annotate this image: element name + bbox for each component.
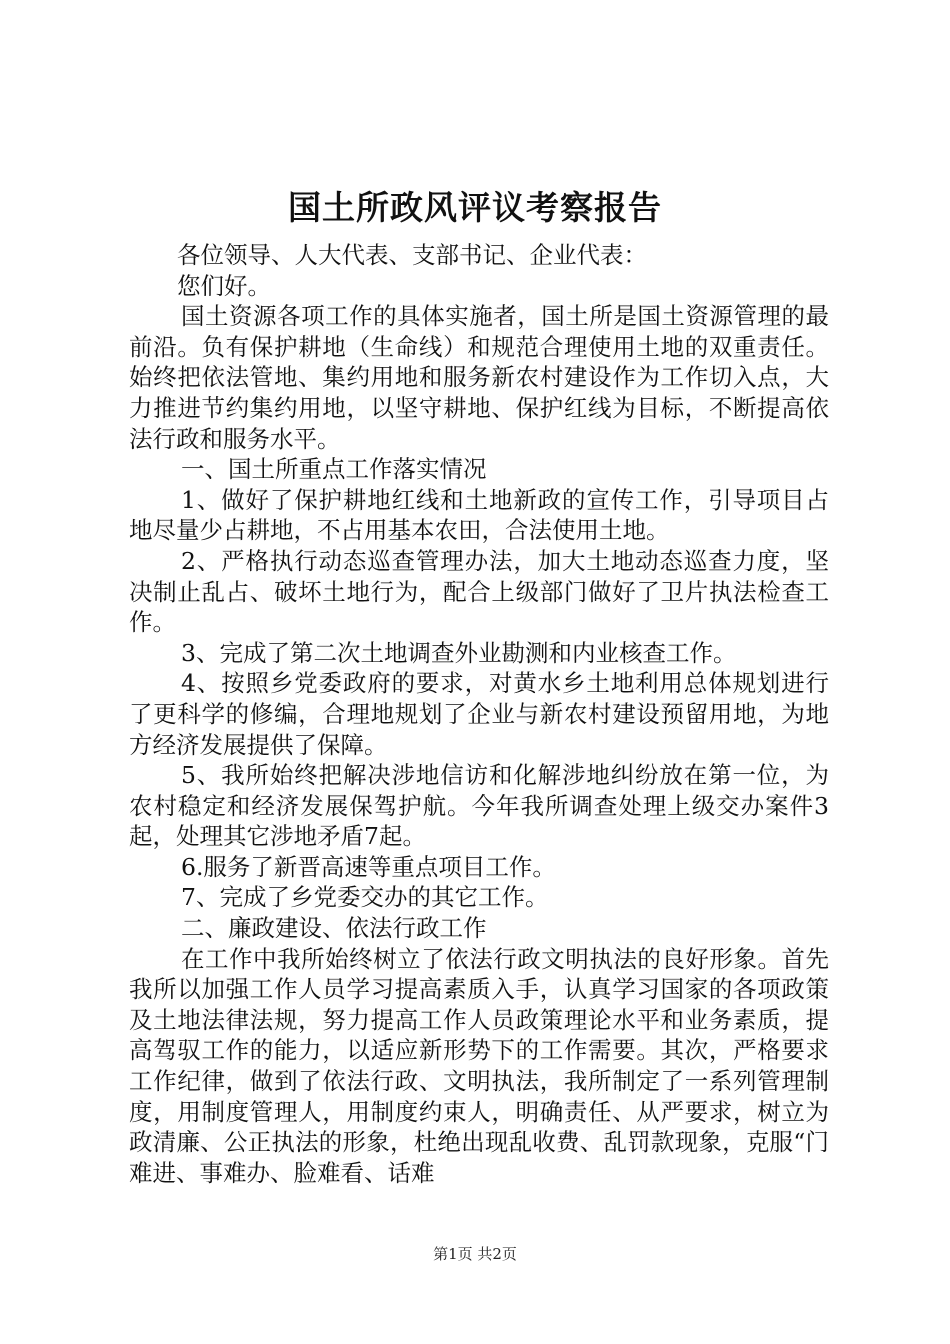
- list-item-5: 5、我所始终把解决涉地信访和化解涉地纠纷放在第一位，为农村稳定和经济发展保驾护航。今年我所调查处理上级交办案件3起，处理其它涉地矛盾7起。: [129, 761, 829, 851]
- integrity-paragraph: 在工作中我所始终树立了依法行政文明执法的良好形象。首先我所以加强工作人员学习提高素质入手，认真学习国家的各项政策及土地法律法规，努力提高工作人员政策理论水平和业务素质，提高驾驭工作的能力，以适应新形势下的工作需要。其次，严格要求工作纪律，做到了依法行政、文明执法，我所制定了一系列管理制度，用制度管理人，用制度约束人，明确责任、从严要求，树立为政清廉、公正执法的形象，杜绝出现乱收费、乱罚款现象，克服“门难进、事难办、脸难看、话难: [129, 944, 829, 1187]
- section-heading-1: 一、国土所重点工作落实情况: [181, 455, 487, 484]
- list-item-1: 1、做好了保护耕地红线和土地新政的宣传工作，引导项目占地尽量少占耕地，不占用基本农田，合法使用土地。: [129, 485, 829, 545]
- greeting: 您们好。: [177, 271, 271, 300]
- list-item-6: 6.服务了新晋高速等重点项目工作。: [181, 852, 556, 881]
- list-item-2: 2、严格执行动态巡查管理办法，加大土地动态巡查力度，坚决制止乱占、破坏土地行为，配合上级部门做好了卫片执法检查工作。: [129, 546, 829, 637]
- list-item-7: 7、完成了乡党委交办的其它工作。: [181, 883, 549, 912]
- list-item-4: 4、按照乡党委政府的要求，对黄水乡土地利用总体规划进行了更科学的修编，合理地规划了企业与新农村建设预留用地，为地方经济发展提供了保障。: [129, 669, 829, 759]
- list-item-3: 3、完成了第二次土地调查外业勘测和内业核查工作。: [181, 638, 737, 667]
- document-body: [129, 240, 829, 1188]
- page-number-footer: 第1页 共2页: [433, 1245, 517, 1263]
- intro-paragraph: 国土资源各项工作的具体实施者，国土所是国土资源管理的最前沿。负有保护耕地（生命线）和规范合理使用土地的双重责任。始终把依法管地、集约用地和服务新农村建设作为工作切入点，大力推进节约集约用地，以坚守耕地、保护红线为目标，不断提高依法行政和服务水平。: [129, 302, 829, 453]
- salutation: 各位领导、人大代表、支部书记、企业代表：: [177, 241, 647, 269]
- section-heading-2: 二、廉政建设、依法行政工作: [181, 914, 487, 943]
- document-title: 国土所政风评议考察报告: [288, 188, 662, 227]
